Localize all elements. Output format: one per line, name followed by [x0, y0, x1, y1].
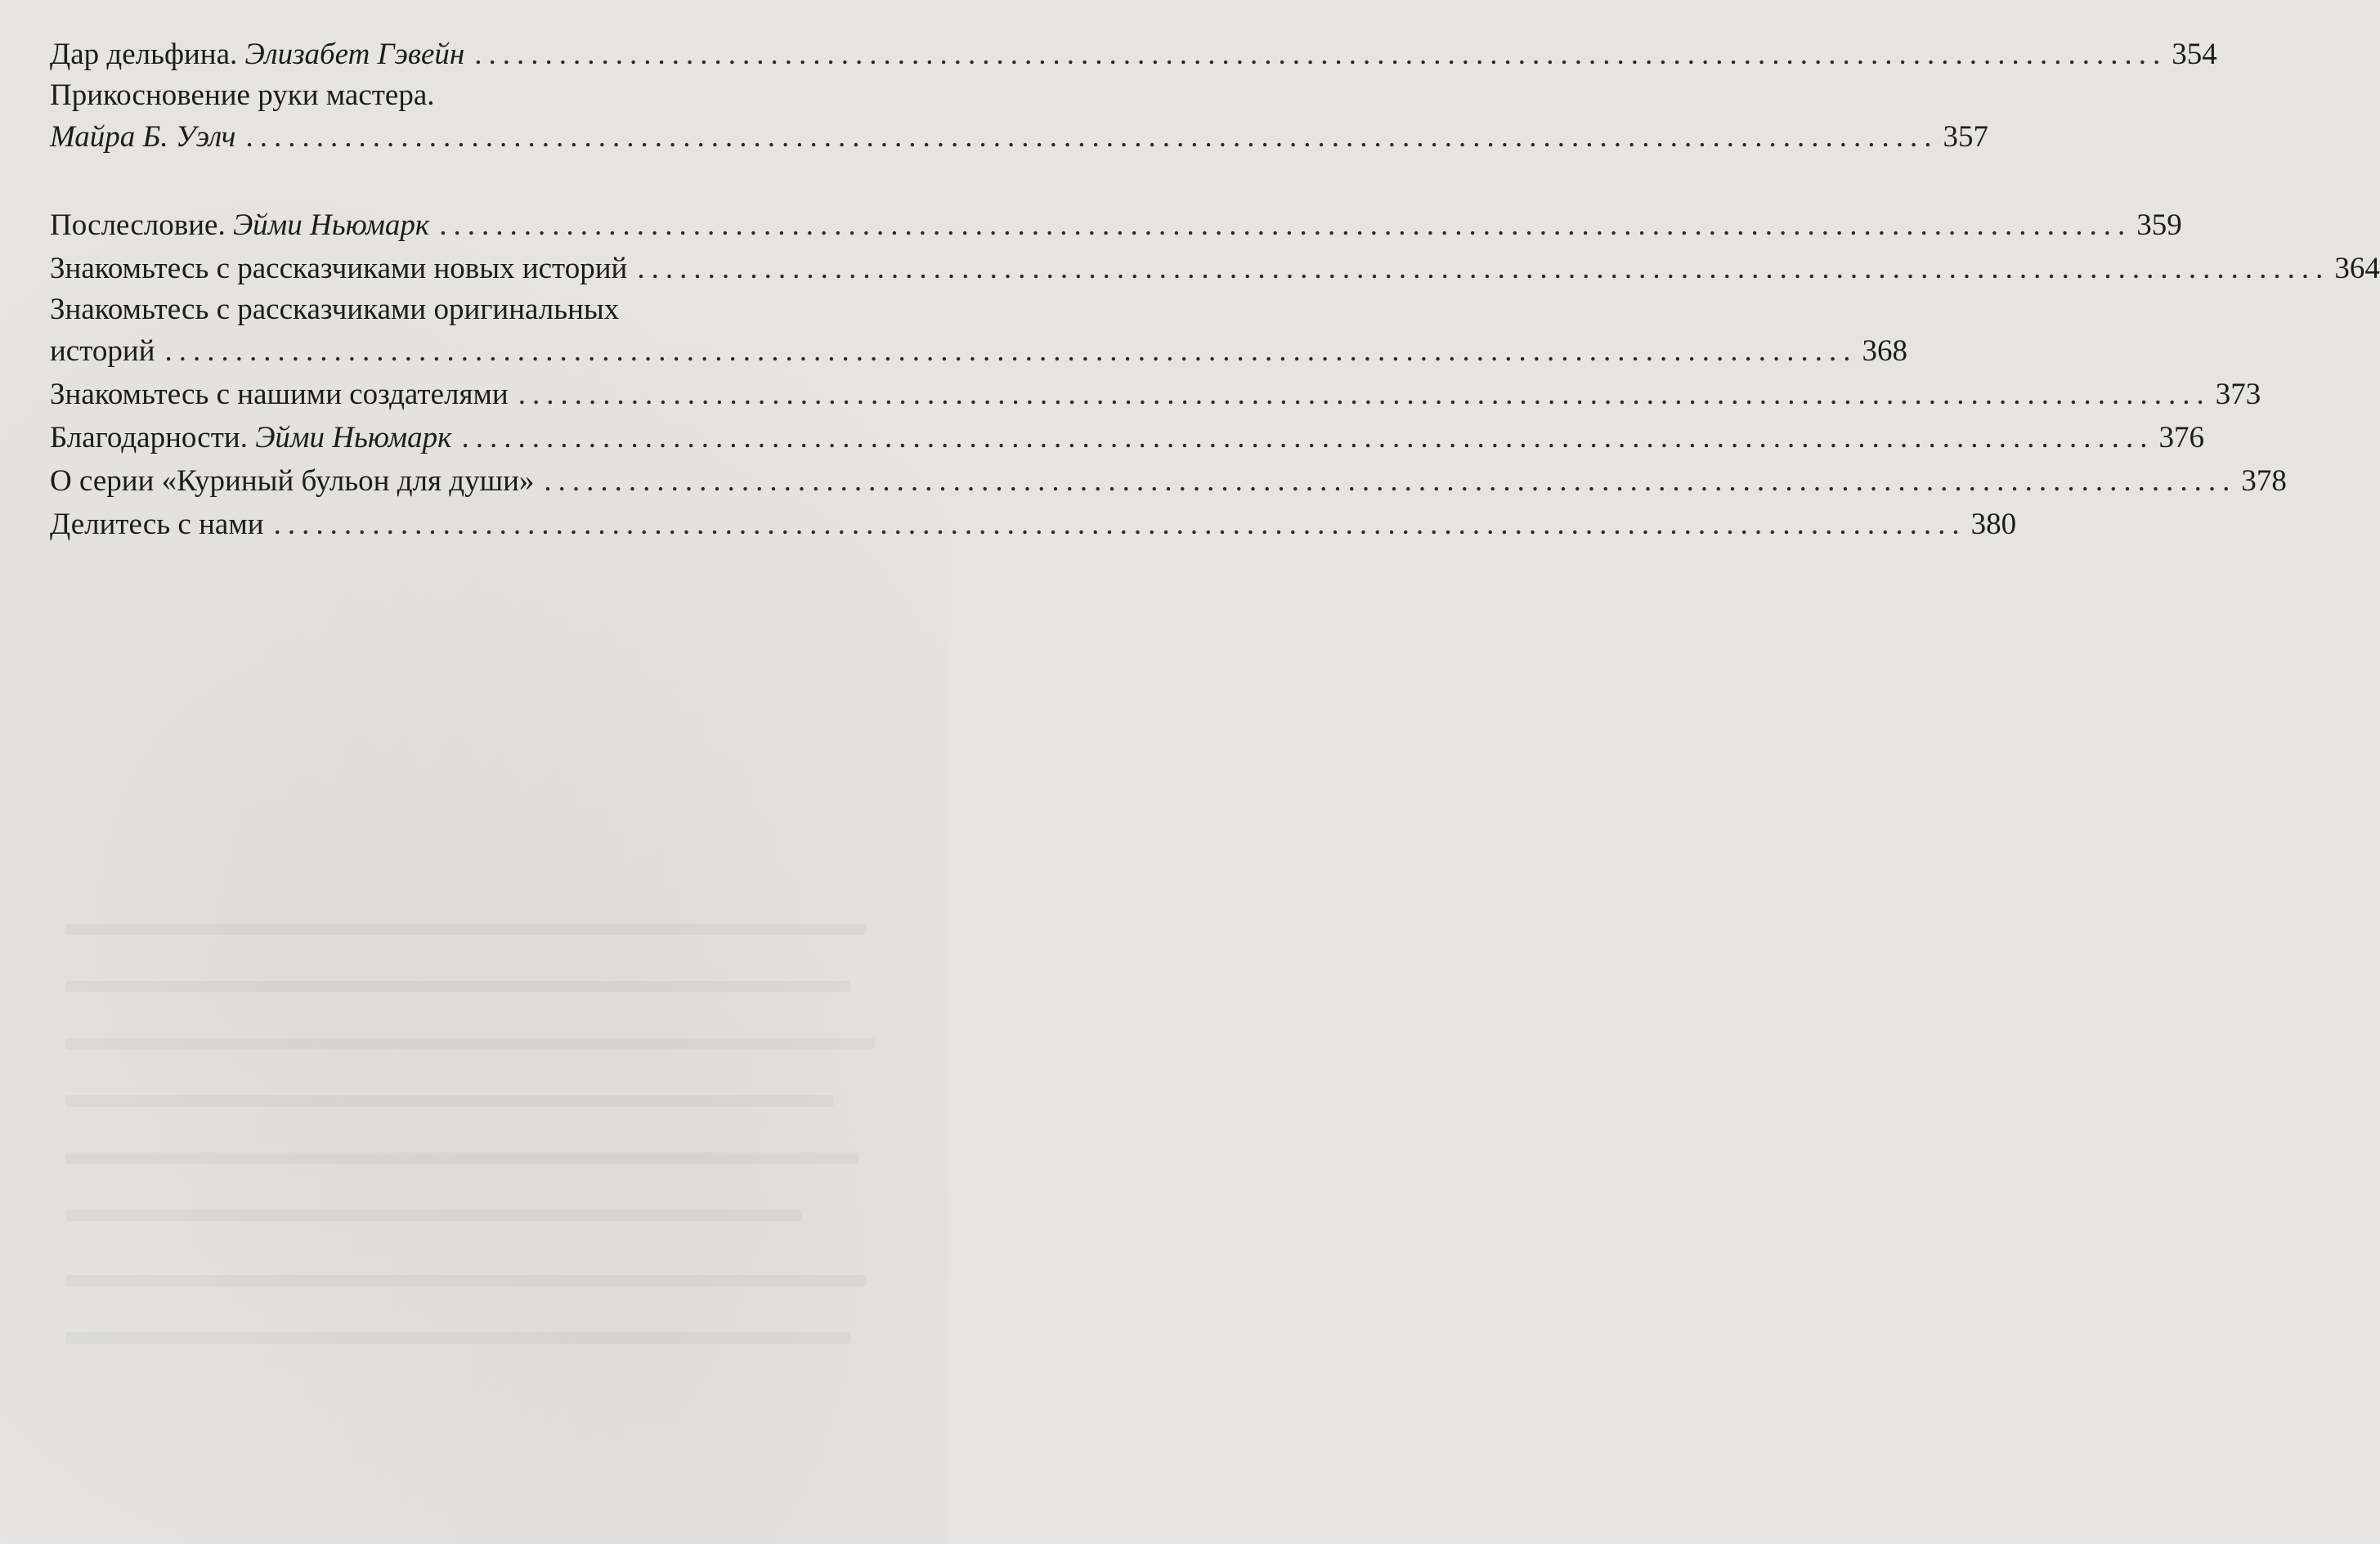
- dot-leader: ........................................................................................................................: [461, 421, 2154, 454]
- toc-entry-page: 378: [2241, 464, 2287, 498]
- toc-entry: [50, 503, 2017, 546]
- toc-entry-author: Эйми Ньюмарк: [255, 421, 452, 454]
- bleed-through-line: [65, 1332, 850, 1344]
- toc-entry-text: [50, 329, 155, 373]
- bleed-through-line: [65, 1152, 858, 1164]
- toc-entry-first-line: Знакомьтесь с рассказчиками оригинальных: [50, 293, 620, 326]
- toc-entry-title: Послесловие.: [50, 208, 233, 242]
- toc-entry: [50, 247, 2380, 290]
- toc-entry-page: 359: [2136, 208, 2182, 242]
- toc-entry-title: О серии «Куриный бульон для души»: [50, 464, 535, 498]
- toc-entry-text: [50, 115, 235, 159]
- toc-entry: [50, 416, 2204, 459]
- dot-leader: ........................................................................................................................: [518, 378, 2211, 411]
- toc-entry-title: историй: [50, 334, 155, 368]
- toc-entry: [50, 33, 2217, 76]
- bleed-through-line: [65, 1210, 801, 1221]
- toc-entry-page: 368: [1862, 334, 1908, 368]
- dot-leader: ........................................................................................................................: [544, 464, 2237, 498]
- toc-entry-title: Знакомьтесь с рассказчиками новых историй: [50, 252, 628, 285]
- bleed-through-line: [65, 1095, 834, 1107]
- bleed-through-line: [65, 1275, 867, 1287]
- dot-leader: ........................................................................................................................: [439, 208, 2132, 242]
- toc-entry-page: 364: [2334, 252, 2380, 285]
- toc-entry-page: 380: [1970, 508, 2017, 541]
- toc-entry-author: Майра Б. Уэлч: [50, 120, 236, 154]
- toc-entry-text: [50, 373, 509, 416]
- dot-leader: ........................................................................................................................: [164, 334, 1858, 368]
- section-gap: [50, 159, 902, 204]
- toc-entry-title: Дар дельфина.: [50, 38, 245, 71]
- toc-entry-text: [50, 33, 464, 76]
- bleed-through-line: [65, 1038, 875, 1049]
- bleed-through-line: [65, 981, 850, 992]
- toc-entry-title: Знакомьтесь с нашими создателями: [50, 378, 509, 411]
- toc-entry-text: [50, 459, 534, 503]
- bleed-through-line: [65, 924, 867, 935]
- toc-entry-title: Благодарности.: [50, 421, 256, 454]
- toc-entry-first-line: Прикосновение руки мастера.: [50, 78, 435, 112]
- toc-entry-page: 373: [2215, 378, 2261, 411]
- toc-entry: [50, 204, 2182, 247]
- toc-entry-text: [50, 247, 627, 290]
- toc-entry-author: Эйми Ньюмарк: [232, 208, 430, 242]
- dot-leader: ........................................................................................................................: [474, 38, 2167, 71]
- toc-entry: [50, 459, 2287, 503]
- toc-entry: [50, 373, 2261, 416]
- toc-entry-title: Делитесь с нами: [50, 508, 264, 541]
- toc-entry-page: 376: [2158, 421, 2204, 454]
- toc-entry-page: 357: [1943, 120, 1988, 154]
- toc-entry-text: [50, 503, 264, 546]
- toc-entry-text: [50, 204, 429, 247]
- table-of-contents: [50, 33, 2380, 546]
- toc-entry-author: Элизабет Гэвейн: [244, 38, 465, 71]
- dot-leader: ........................................................................................................................: [637, 252, 2330, 285]
- dot-leader: ........................................................................................................................: [245, 120, 1939, 154]
- toc-entry-text: [50, 416, 451, 459]
- toc-entry: [50, 329, 1908, 373]
- toc-entry: [50, 115, 1988, 159]
- toc-entry-page: 354: [2172, 38, 2217, 71]
- dot-leader: ........................................................................................................................: [273, 508, 1966, 541]
